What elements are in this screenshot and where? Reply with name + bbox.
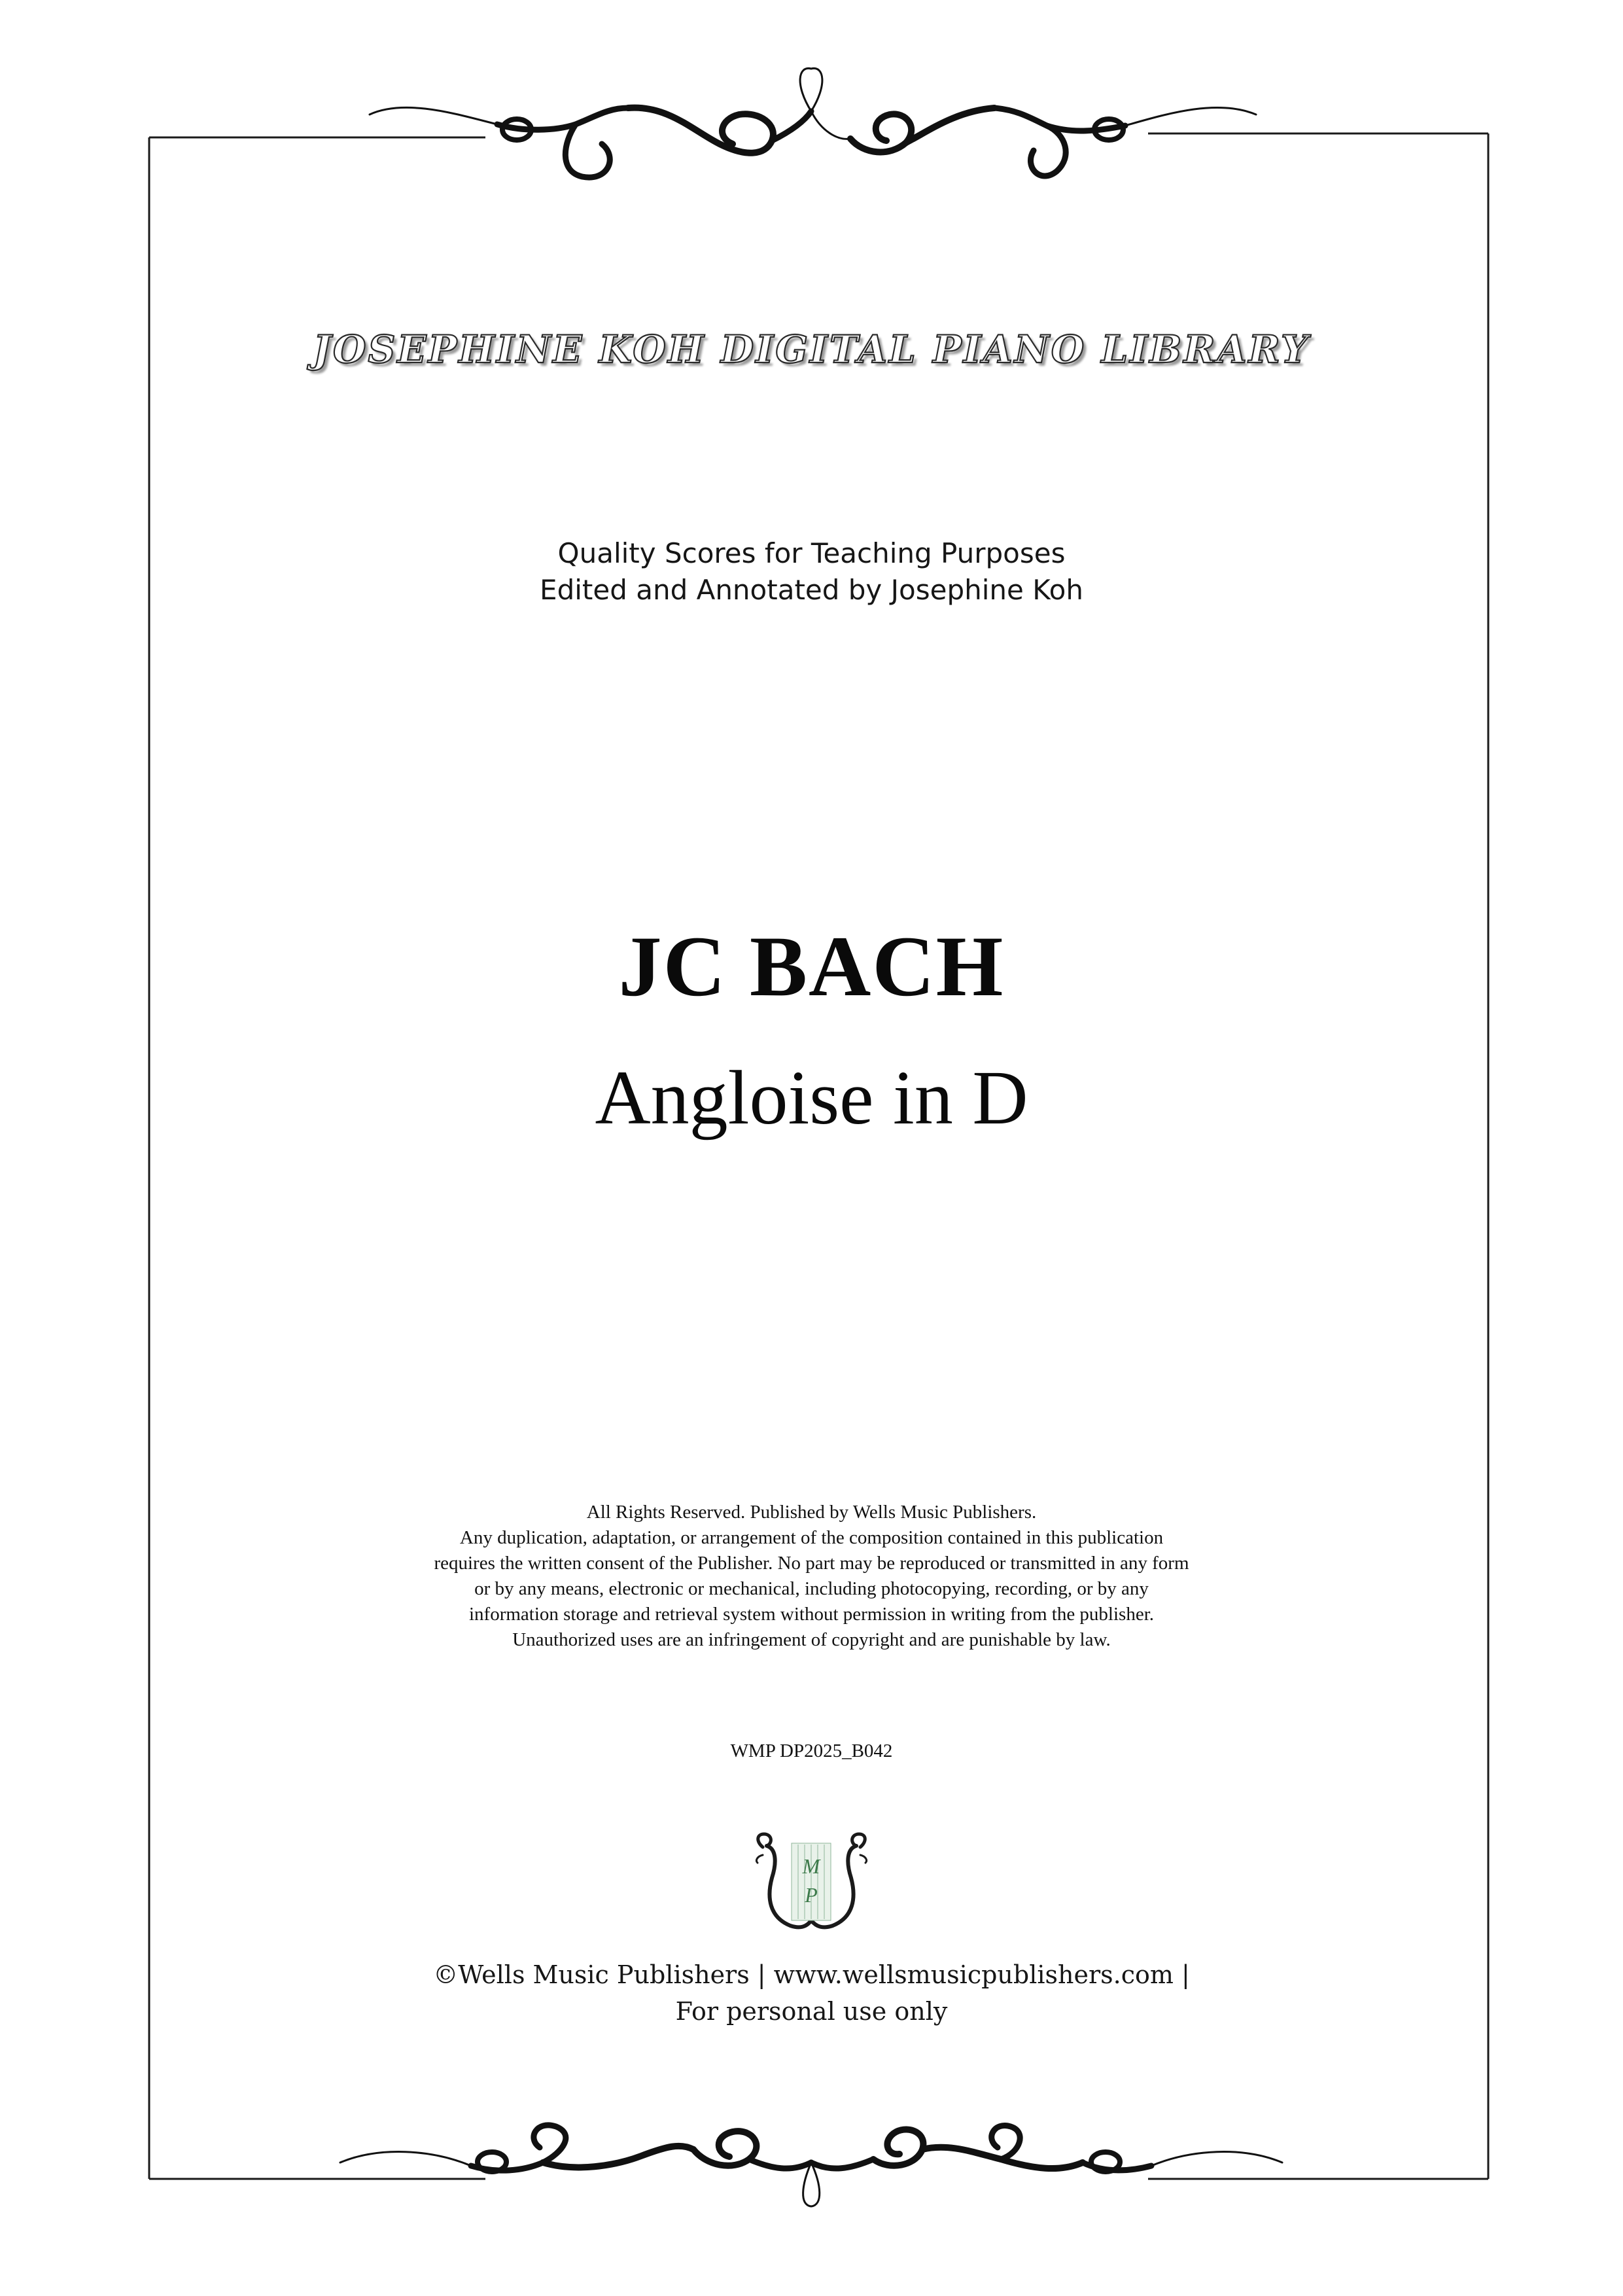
legal-notice-line: or by any means, electronic or mechanical, including photocopying, recording, or by any — [474, 1578, 1149, 1599]
library-name-heading: JOSEPHINE KOH DIGITAL PIANO LIBRARY — [313, 327, 1310, 372]
publisher-line: ©Wells Music Publishers | www.wellsmusicpublishers.com | — [433, 1960, 1190, 1989]
logo-letter-p: P — [805, 1883, 818, 1907]
usage-line: For personal use only — [675, 1997, 948, 2026]
legal-notice-line: information storage and retrieval system without permission in writing from the publisher. — [468, 1604, 1155, 1625]
top-flourish-ornament — [370, 68, 1256, 177]
legal-notice — [0, 1500, 1623, 1653]
bottom-flourish-ornament — [340, 2125, 1282, 2206]
composer-name: JC BACH — [618, 918, 1005, 1014]
publisher-footer — [0, 1956, 1623, 2030]
legal-notice-line: requires the written consent of the Publisher. No part may be reproduced or transmitted in any form — [434, 1553, 1189, 1574]
logo-letter-m: M — [802, 1854, 820, 1878]
legal-notice-line: All Rights Reserved. Published by Wells Music Publishers. — [586, 1502, 1037, 1523]
work-title: Angloise in D — [595, 1055, 1028, 1140]
tagline-line: Quality Scores for Teaching Purposes — [557, 537, 1066, 569]
legal-notice-line: Any duplication, adaptation, or arrangement of the composition contained in this publication — [459, 1527, 1164, 1548]
tagline-block — [0, 535, 1623, 609]
legal-notice-line: Unauthorized uses are an infringement of copyright and are punishable by law. — [512, 1629, 1111, 1650]
tagline-line: Edited and Annotated by Josephine Koh — [540, 574, 1083, 606]
catalog-number: WMP DP2025_B042 — [730, 1740, 893, 1761]
publisher-lyre-logo — [744, 1829, 879, 1937]
